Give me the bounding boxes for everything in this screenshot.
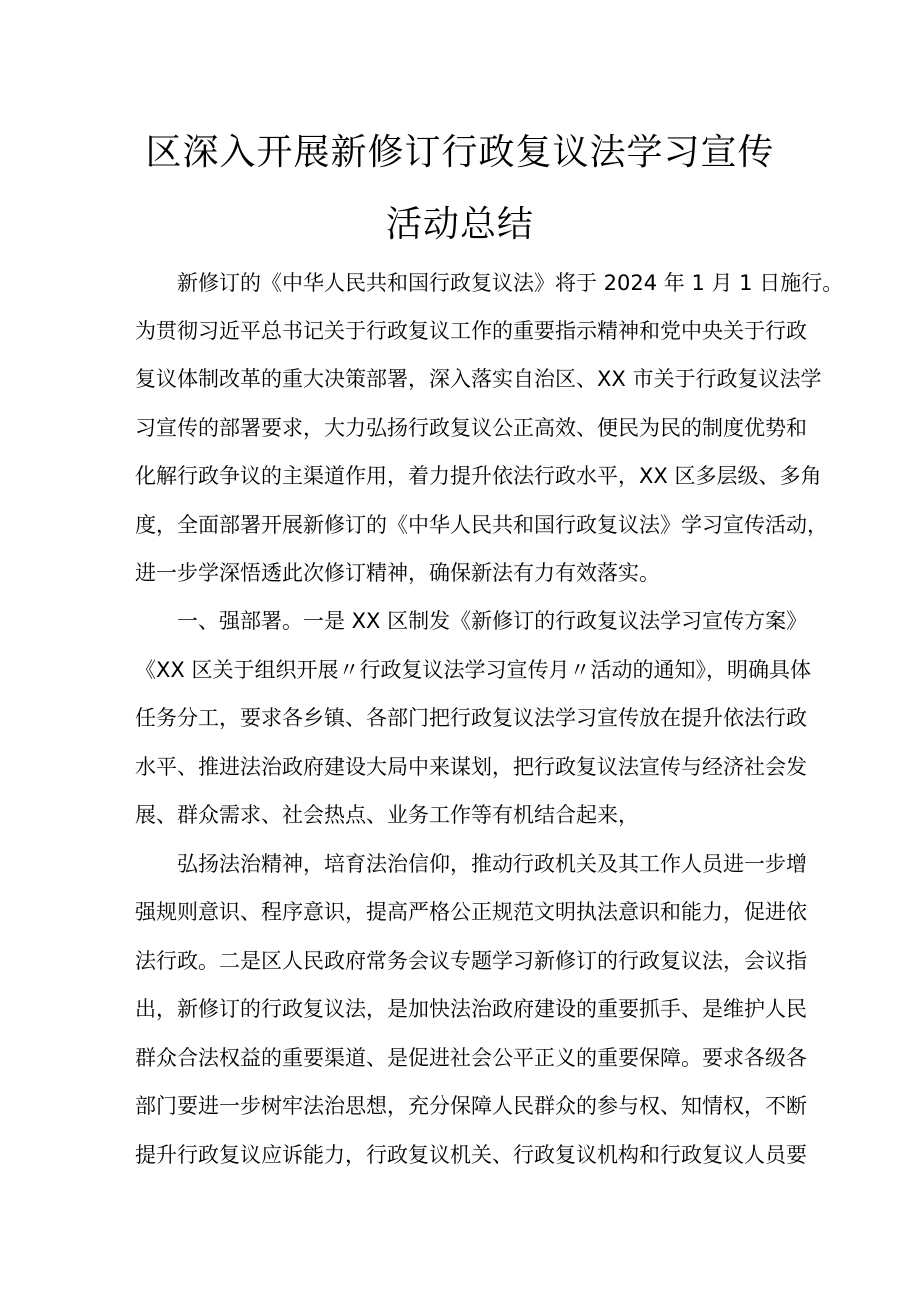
- paragraph-line: 提升行政复议应诉能力，行政复议机关、行政复议机构和行政复议人员要: [135, 1143, 807, 1167]
- paragraph-line: 法行政。二是区人民政府常务会议专题学习新修订的行政复议法，会议指: [135, 949, 807, 973]
- paragraph-line: 群众合法权益的重要渠道、是促进社会公平正义的重要保障。要求各级各: [135, 1046, 807, 1070]
- paragraph-line: 《XX 区关于组织开展〃行政复议法学习宣传月〃活动的通知》，明确具体: [135, 658, 811, 682]
- paragraph-line: 新修订的《中华人民共和国行政复议法》将于 2024 年 1 月 1 日施行。: [177, 271, 844, 295]
- paragraph-line: 强规则意识、程序意识，提高严格公正规范文明执法意识和能力，促进依: [135, 900, 807, 924]
- paragraph-line: 一、强部署。一是 XX 区制发《新修订的行政复议法学习宣传方案》: [177, 609, 808, 633]
- paragraph-line: 化解行政争议的主渠道作用，着力提升依法行政水平，XX 区多层级、多角: [135, 464, 822, 488]
- paragraph-line: 出，新修订的行政复议法，是加快法治政府建设的重要抓手、是维护人民: [135, 997, 807, 1021]
- paragraph-line: 习宣传的部署要求，大力弘扬行政复议公正高效、便民为民的制度优势和: [135, 416, 807, 440]
- paragraph-line: 度，全面部署开展新修订的《中华人民共和国行政复议法》学习宣传活动，: [135, 513, 828, 537]
- paragraph-line: 展、群众需求、社会热点、业务工作等有机结合起来，: [135, 803, 639, 827]
- paragraph-line: 部门要进一步树牢法治思想，充分保障人民群众的参与权、知情权，不断: [135, 1094, 807, 1118]
- paragraph-line: 任务分工，要求各乡镇、各部门把行政复议法学习宣传放在提升依法行政: [135, 706, 807, 730]
- paragraph-line: 弘扬法治精神，培育法治信仰，推动行政机关及其工作人员进一步增: [177, 852, 807, 876]
- document-title-line-2: 活动总结: [385, 204, 534, 245]
- document-title-line-1: 区深入开展新修订行政复议法学习宣传: [145, 132, 775, 173]
- paragraph-line: 复议体制改革的重大决策部署，深入落实自治区、XX 市关于行政复议法学: [135, 367, 822, 391]
- paragraph-line: 水平、推进法治政府建设大局中来谋划，把行政复议法宣传与经济社会发: [135, 755, 807, 779]
- paragraph-line: 进一步学深悟透此次修订精神，确保新法有力有效落实。: [135, 561, 660, 585]
- paragraph-line: 为贯彻习近平总书记关于行政复议工作的重要指示精神和党中央关于行政: [135, 319, 807, 343]
